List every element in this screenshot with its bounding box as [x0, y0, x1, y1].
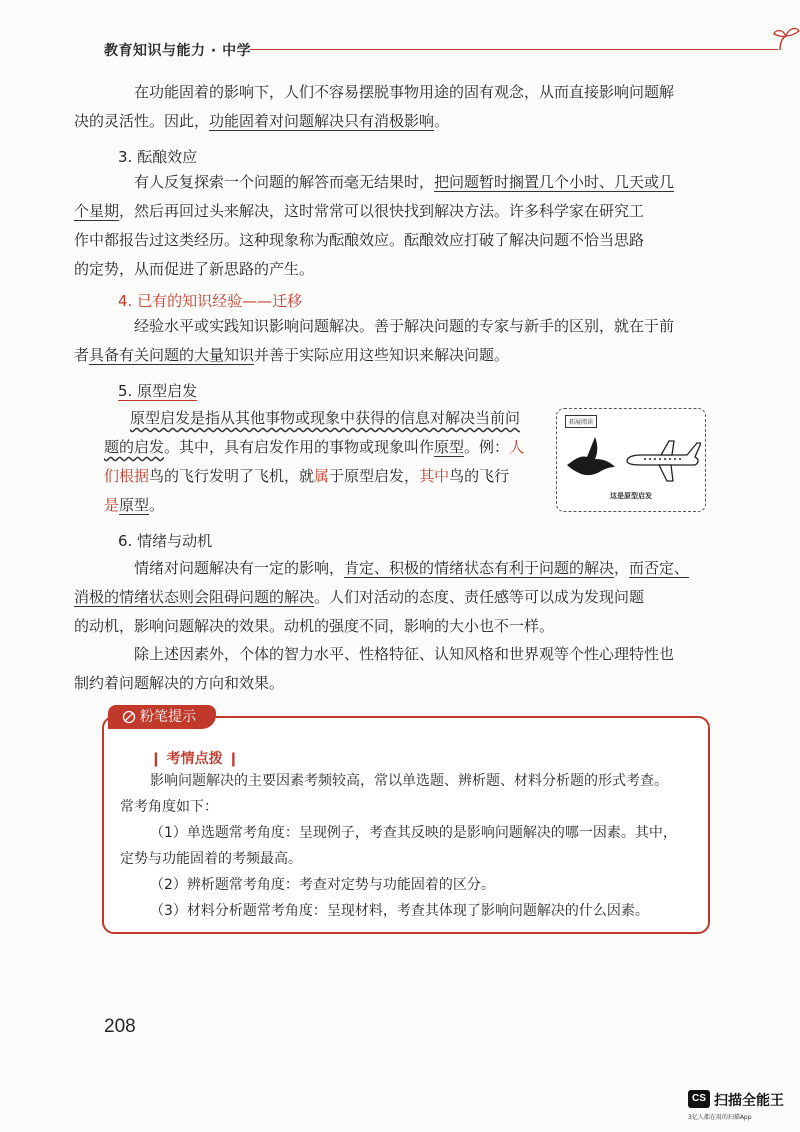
sec5-red-1: 人 — [509, 438, 525, 456]
sec6-underline-1: 肯定、积极的情绪状态有利于问题的解决 — [344, 559, 615, 577]
intro-paragraph — [74, 78, 704, 136]
sec5-red-4: 其中 — [419, 467, 450, 485]
page-number: 208 — [104, 1016, 136, 1037]
section-5-heading — [118, 380, 197, 402]
sec5-text-2: 。其中，具有启发作用的事物或现象叫作 — [164, 438, 435, 456]
sec5-wavy-2: 题的启发 — [104, 438, 165, 456]
sec4-underline: 具备有关问题的大量知识 — [89, 346, 255, 364]
book-title: 教育知识与能力 · 中学 — [104, 43, 252, 59]
section-6-paragraph — [74, 554, 704, 641]
cs-logo: CS — [688, 1090, 710, 1108]
sec5-text-5: 于原型启发， — [329, 467, 420, 485]
cs-app-name: 扫描全能王 — [714, 1093, 784, 1109]
section-3-heading: 3. 酝酿效应 — [118, 148, 198, 166]
section-5-paragraph — [104, 404, 570, 520]
sec6-text-3: 的动机，影响问题解决的效果。动机的强度不同，影响的大小也不一样。 — [74, 617, 555, 635]
section-3-paragraph — [74, 168, 704, 284]
intro-line-2: 决的灵活性。因此， — [74, 112, 210, 130]
tip-line-5: （2）辨析题常考角度：考查对定势与功能固着的区分。 — [150, 877, 495, 893]
sec5-text-7: 。 — [149, 496, 165, 514]
sec3-underline-1: 把问题暂时搁置几个小时、几天或几 — [434, 173, 675, 191]
sprout-icon — [772, 24, 800, 52]
section-6-heading: 6. 情绪与动机 — [118, 532, 213, 550]
sec3-underline-2: 个星期 — [74, 202, 120, 220]
bird-icon — [565, 431, 621, 481]
sec4-text-1: 经验水平或实践知识影响问题解决。善于解决问题的专家与新手的区别，就在于前 — [134, 317, 675, 335]
sec3-text-4: 的定势，从而促进了新思路的产生。 — [74, 260, 315, 278]
sec6-text-2: 。人们对活动的态度、责任感等可以成为发现问题 — [314, 588, 645, 606]
conclusion-paragraph — [74, 640, 704, 698]
tip-tab-label: 粉笔提示 — [140, 709, 196, 725]
sec3-text-3: 作中都报告过这类经历。这种现象称为酝酿效应。酝酿效应打破了解决问题不恰当思路 — [74, 231, 645, 249]
sec6-text-1: 情绪对问题解决有一定的影响， — [134, 559, 345, 577]
figure-tag: 拓展阅读 — [565, 415, 597, 428]
sec5-red-5: 是 — [104, 496, 120, 514]
section-4-paragraph — [74, 312, 704, 370]
sec6-text-4: 除上述因素外，个体的智力水平、性格特征、认知风格和世界观等个性心理特性也 — [134, 645, 675, 663]
intro-line-1: 在功能固着的影响下，人们不容易摆脱事物用途的固有观念，从而直接影响问题解 — [134, 83, 675, 101]
sec5-text-3: 。例： — [464, 438, 510, 456]
airplane-icon — [623, 435, 701, 485]
sec5-underline-1: 原型 — [434, 438, 465, 456]
page-header — [104, 38, 704, 58]
tip-line-2: 常考角度如下： — [120, 799, 218, 815]
sec5-red-2: 们根据 — [104, 467, 150, 485]
sec6-text-5: 制约着问题解决的方向和效果。 — [74, 674, 285, 692]
cs-slogan: 3亿人都在用的扫描App — [688, 1114, 752, 1121]
intro-underline: 功能固着对问题解决只有消极影响 — [209, 112, 435, 130]
tip-line-6: （3）材料分析题常考角度：呈现材料，考查其体现了影响问题解决的什么因素。 — [150, 903, 649, 919]
header-rule — [250, 49, 778, 50]
sec5-heading-text: 5. 原型启发 — [118, 382, 198, 400]
sec4-text-3: 并善于实际应用这些知识来解决问题。 — [254, 346, 510, 364]
sec6-underline-2: 而否定、 — [629, 559, 690, 577]
sec5-red-3: 属 — [314, 467, 330, 485]
sec6-underline-3: 消极的情绪状态则会阻碍问题的解决 — [74, 588, 315, 606]
sec5-text-6: 鸟的飞行 — [449, 467, 510, 485]
tip-subtitle: ❙ 考情点拨 ❙ — [150, 751, 240, 767]
figure-caption: 这是原型启发 — [610, 492, 652, 500]
sec5-wavy-1: 原型启发是指从其他事物或现象中获得的信息对解决当前问 — [130, 409, 521, 427]
chalk-icon — [122, 710, 136, 724]
sec6-comma: ， — [614, 559, 630, 577]
prototype-figure — [556, 408, 706, 512]
tip-line-4: 定势与功能固着的考频最高。 — [120, 851, 302, 867]
tip-tab — [108, 705, 216, 729]
sec3-text-2: ，然后再回过头来解决，这时常常可以很快找到解决方法。许多科学家在研究工 — [119, 202, 645, 220]
section-4-heading: 4. 已有的知识经验——迁移 — [118, 292, 303, 310]
tip-line-3: （1）单选题常考角度：呈现例子，考查其反映的是影响问题解决的哪一因素。其中， — [150, 825, 677, 841]
tip-line-1: 影响问题解决的主要因素考频较高，常以单选题、辨析题、材料分析题的形式考查。 — [150, 773, 668, 789]
sec3-text-1: 有人反复探索一个问题的解答而毫无结果时， — [134, 173, 435, 191]
intro-end: 。 — [434, 112, 450, 130]
sec5-text-4: 鸟的飞行发明了飞机，就 — [149, 467, 315, 485]
sec5-underline-2: 原型 — [119, 496, 150, 514]
sec4-text-2: 者 — [74, 346, 90, 364]
